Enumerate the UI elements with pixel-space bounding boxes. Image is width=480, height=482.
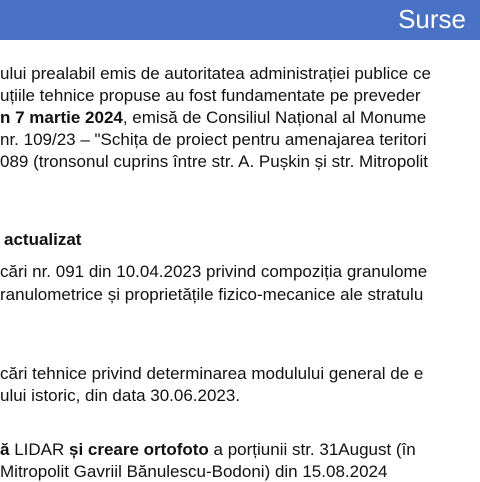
- paragraph-line: ului istoric, din data 30.06.2023.: [0, 386, 241, 405]
- header-title: Surse: [398, 4, 466, 34]
- section-heading: actualizat: [4, 230, 82, 249]
- paragraph-text: LIDAR: [9, 440, 69, 459]
- paragraph-line: 089 (tronsonul cuprins între str. A. Pușkin și str. Mitropolit: [0, 152, 429, 171]
- paragraph-text: , emisă de Consiliul Național al Monume: [122, 108, 427, 127]
- paragraph-line: [0, 108, 426, 128]
- paragraph-line: uțiile tehnice propuse au fost fundamentate pe preveder: [0, 86, 421, 105]
- date-text: n 7 martie 2024: [0, 108, 123, 127]
- bold-text: și creare ortofoto: [69, 440, 209, 459]
- paragraph-line: cări tehnice privind determinarea modulului general de e: [0, 364, 424, 383]
- paragraph-line: [0, 440, 416, 460]
- header-bar: [0, 0, 480, 40]
- paragraph-line: ranulometrice și proprietățile fizico-mecanice ale stratulu: [0, 285, 424, 304]
- bold-text: ă: [0, 440, 10, 459]
- paragraph-line: cări nr. 091 din 10.04.2023 privind compoziția granulome: [0, 262, 428, 281]
- paragraph-line: nr. 109/23 – "Schița de proiect pentru amenajarea teritori: [0, 130, 427, 149]
- paragraph-text: a porțiunii str. 31August (în: [208, 440, 416, 459]
- paragraph-line: Mitropolit Gavriil Bănulescu-Bodoni) din 15.08.2024: [0, 462, 388, 481]
- paragraph-line: ului prealabil emis de autoritatea administrației publice ce: [0, 64, 431, 83]
